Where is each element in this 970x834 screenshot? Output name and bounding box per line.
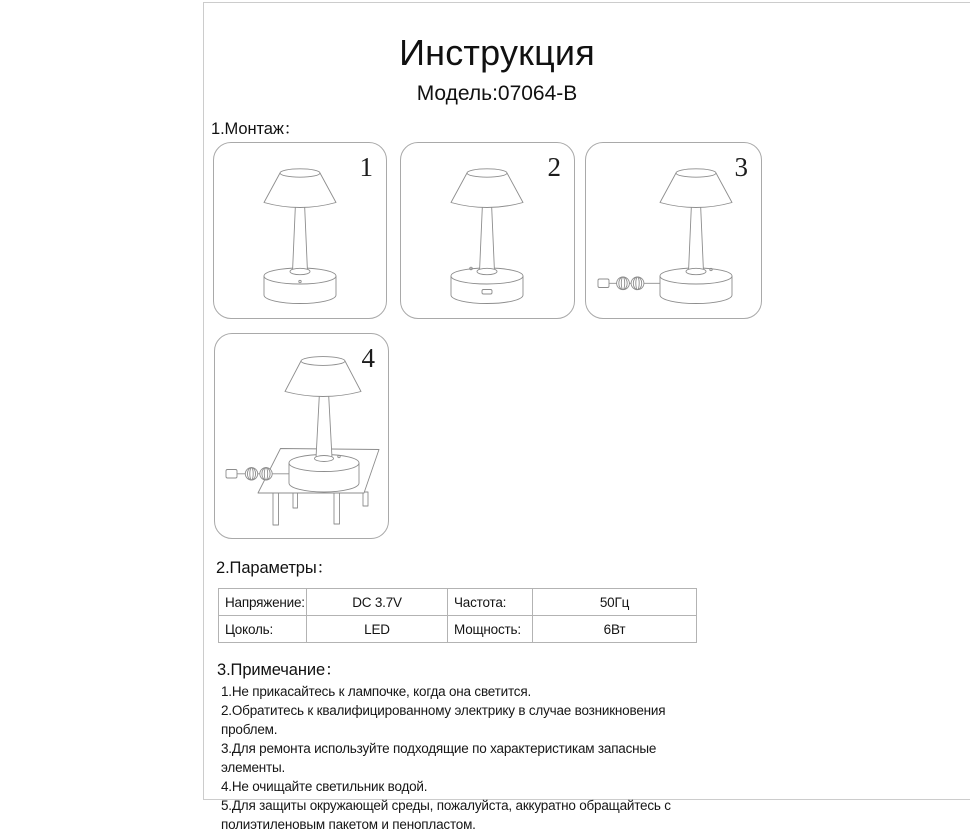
param-label: Частота: (448, 589, 533, 616)
section-heading-montage: 1.Монтаж： (211, 120, 301, 138)
note-item: 1.Не прикасайтесь к лампочке, когда она светится. (221, 684, 531, 699)
page-title: Инструкция (399, 32, 595, 73)
note-item: 2.Обратитесь к квалифицированному электрику в случае возникновения проблем. (221, 703, 666, 737)
parameters-table (218, 588, 697, 643)
step-number: 4 (361, 343, 375, 373)
param-value: LED (307, 616, 448, 643)
param-label: Мощность: (448, 616, 533, 643)
param-value: 50Гц (533, 589, 697, 616)
notes-list (221, 682, 721, 834)
section-heading-parameters: 2.Параметры： (216, 559, 334, 577)
table-row (219, 589, 697, 616)
assembly-step-panel-4 (214, 333, 389, 539)
step-number: 2 (547, 152, 561, 182)
param-label: Цоколь: (219, 616, 307, 643)
table-row (219, 616, 697, 643)
note-item: 3.Для ремонта используйте подходящие по характеристикам запасные элементы. (221, 741, 657, 775)
param-value: DC 3.7V (307, 589, 448, 616)
param-value: 6Вт (533, 616, 697, 643)
note-item: 4.Не очищайте светильник водой. (221, 779, 428, 794)
model-number: Модель:07064-B (416, 82, 578, 105)
instruction-sheet (203, 2, 970, 832)
assembly-step-panel-2 (400, 142, 575, 319)
assembly-step-panel-3 (585, 142, 762, 319)
section-heading-notes: 3.Примечание： (217, 661, 342, 679)
note-item: 5.Для защиты окружающей среды, пожалуйста, аккуратно обращайтесь с полиэтиленовым пакетом и пенопластом. (221, 798, 671, 832)
param-label: Напряжение: (219, 589, 307, 616)
step-number: 3 (734, 152, 748, 182)
assembly-step-panel-1 (213, 142, 387, 319)
step-number: 1 (359, 152, 373, 182)
